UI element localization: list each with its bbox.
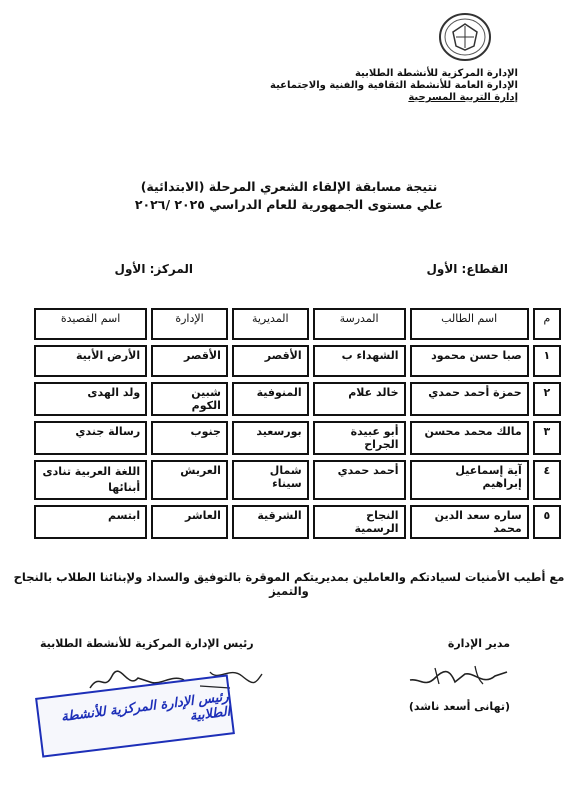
table-row [34,460,561,500]
stamp-text: رئيس الإدارة المركزية للأنشطة الطلابية [60,689,232,725]
cell-index: ١ [533,345,561,377]
header-directorate: المديرية [232,308,309,340]
header-student-name: اسم الطالب [410,308,529,340]
results-table [30,303,565,544]
cell-poem-name: ابتسم [34,505,147,539]
table-row [34,345,561,377]
official-stamp [35,674,235,757]
cell-poem-name: ولد الهدى [34,382,147,416]
table-row [34,505,561,539]
title-line-1: نتيجة مسابقة الإلقاء الشعري المرحلة (الابتدائية) [140,179,438,194]
table-row [34,382,561,416]
director-name: (تهانى أسعد ناشد) [408,700,510,713]
sector-label: القطاع: الأول [426,262,508,276]
header-school: المدرسة [313,308,406,340]
header-poem-name: اسم القصيدة [34,308,147,340]
cell-student-name: ساره سعد الدين محمد [410,505,529,539]
cell-administration: العريش [151,460,228,500]
cell-school: خالد علام [313,382,406,416]
cell-school: الشهداء ب [313,345,406,377]
cell-directorate: الأقصر [232,345,309,377]
cell-directorate: شمال سيناء [232,460,309,500]
cell-student-name: مالك محمد محسن [410,421,529,455]
cell-school: أحمد حمدي [313,460,406,500]
ministry-emblem-icon [438,12,492,62]
title-line-2: علي مستوى الجمهورية للعام الدراسي ٢٠٢٥ /٢٠٢٦ [134,197,444,212]
director-title: مدير الإدارة [447,637,510,650]
cell-administration: جنوب [151,421,228,455]
org-line-1: الإدارة المركزية للأنشطة الطلابية [354,68,518,79]
cell-student-name: صبا حسن محمود [410,345,529,377]
table-header-row [34,308,561,340]
cell-poem-name: رسالة جندي [34,421,147,455]
cell-student-name: آية إسماعيل إبراهيم [410,460,529,500]
cell-directorate: بورسعيد [232,421,309,455]
cell-index: ٣ [533,421,561,455]
document-title [0,178,578,214]
closing-greeting: مع أطيب الأمنيات لسيادتكم والعاملين بمديريتكم الموقرة بالتوفيق والسداد ولإبنائنا الطلاب بالنجاح والتميز [13,570,565,598]
cell-index: ٤ [533,460,561,500]
cell-poem-name: الأرض الأبية [34,345,147,377]
director-signature [405,660,515,692]
cell-student-name: حمزة أحمد حمدي [410,382,529,416]
header-administration: الإدارة [151,308,228,340]
center-label: المركز: الأول [114,262,193,276]
cell-administration: الأقصر [151,345,228,377]
cell-administration: شبين الكوم [151,382,228,416]
cell-administration: العاشر [151,505,228,539]
table-row [34,421,561,455]
organization-header [218,68,518,104]
cell-school: النجاح الرسمية [313,505,406,539]
org-line-2: الإدارة العامة للأنشطة الثقافية والفنية والاجتماعية [270,80,518,91]
cell-directorate: المنوفية [232,382,309,416]
cell-school: أبو عبيدة الجراح [313,421,406,455]
header-index: م [533,308,561,340]
central-head-title: رئيس الإدارة المركزية للأنشطة الطلابية [40,637,254,650]
cell-directorate: الشرقية [232,505,309,539]
cell-index: ٢ [533,382,561,416]
cell-index: ٥ [533,505,561,539]
cell-poem-name: اللغة العربية تنادى أبنائها [34,460,147,500]
org-line-3: إدارة التربية المسرحية [408,92,518,103]
results-table-wrapper [30,303,565,544]
